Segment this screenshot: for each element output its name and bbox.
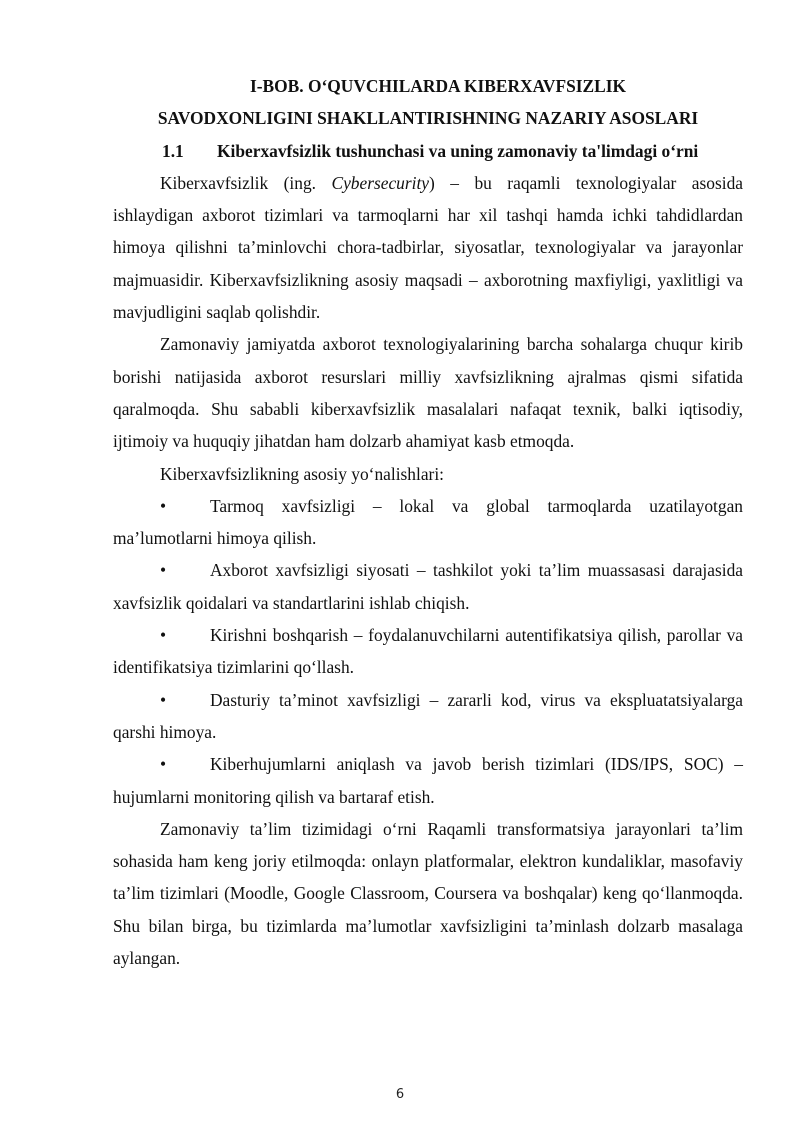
section-number: 1.1: [162, 140, 184, 161]
list-item-text: Kiberhujumlarni aniqlash va javob berish tizimlari (IDS/IPS, SOC) – hujumlarni monitoring qilish va bartaraf etish.: [113, 754, 743, 807]
paragraph-education-role: Zamonaviy ta’lim tizimidagi o‘rni Raqamli transformatsiya jarayonlari ta’lim sohasida ham keng joriy etilmoqda: onlayn platformalar, elektron kundaliklar, masofaviy ta’lim tizimlari (Moodle, Google Classroom, Coursera va boshqalar) keng qo‘llanmoqda. Shu bilan birga, bu tizimlarda ma’lumotlar xavfsizligini ta’minlash dolzarb masalaga aylangan.: [113, 818, 743, 969]
bullet-icon: •: [160, 689, 167, 710]
list-item: [113, 619, 743, 684]
list-item-text: Kirishni boshqarish – foydalanuvchilarni autentifikatsiya qilish, parollar va identifikatsiya tizimlarini qo‘llash.: [113, 625, 743, 678]
bullet-icon: •: [160, 625, 167, 646]
section-title: Kiberxavfsizlik tushunchasi va uning zamonaviy ta'limdagi o‘rni: [217, 140, 699, 161]
bullet-icon: •: [160, 560, 167, 581]
list-item-text: Axborot xavfsizligi siyosati – tashkilot yoki ta’lim muassasasi darajasida xavfsizlik qoidalari va standartlarini ishlab chiqish.: [113, 560, 743, 613]
section-heading: [113, 135, 743, 167]
bullet-icon: •: [160, 495, 167, 516]
list-item-text: Tarmoq xavfsizligi – lokal va global tarmoqlarda uzatilayotgan ma’lumotlarni himoya qilish.: [113, 495, 743, 549]
chapter-title-line-2: SAVODXONLIGINI SHAKLLANTIRISHNING NAZARIY ASOSLARI: [157, 108, 699, 129]
paragraph-definition-rest: ) – bu raqamli texnologiyalar asosida ishlaydigan axborot tizimlari va tarmoqlarni har xil tashqi hamda ichki tahdidlardan himoya qilishni ta’minlovchi chora-tadbirlar, siyosatlar, texnologiyalar va jarayonlar majmuasidir. Kiberxavfsizlikning asosiy maqsadi – axborotning maxfiyligi, yaxlitligi va mavjudligini saqlab qolishdir.: [113, 172, 743, 323]
paragraph-directions-intro: Kiberxavfsizlikning asosiy yo‘nalishlari:: [160, 463, 444, 484]
list-item: [113, 554, 743, 619]
paragraph-definition: [113, 167, 743, 328]
chapter-title-line-1: I-BOB. O‘QUVCHILARDA KIBERXAVFSIZLIK: [249, 76, 627, 96]
page-number: 6: [395, 1087, 405, 1102]
page-content: [113, 70, 743, 974]
list-item-text: Dasturiy ta’minot xavfsizligi – zararli kod, virus va ekspluatatsiyalarga qarshi himoya.: [113, 689, 743, 742]
list-item: [113, 684, 743, 749]
paragraph-definition-start: Kiberxavfsizlik (ing.: [160, 172, 332, 193]
list-item: [113, 748, 743, 813]
list-item: [113, 490, 743, 555]
paragraph-definition-italic-term: Cybersecurity: [331, 172, 430, 193]
paragraph-modern-society: Zamonaviy jamiyatda axborot texnologiyalarining barcha sohalarga chuqur kirib borishi natijasida axborot resurslari milliy xavfsizlikning ajralmas qismi sifatida qaralmoqda. Shu sababli kiberxavfsizlik masalalari nafaqat texnik, balki iqtisodiy, ijtimoiy va huquqiy jihatdan ham dolzarb ahamiyat kasb etmoqda.: [113, 334, 743, 452]
bullet-icon: •: [160, 754, 167, 775]
